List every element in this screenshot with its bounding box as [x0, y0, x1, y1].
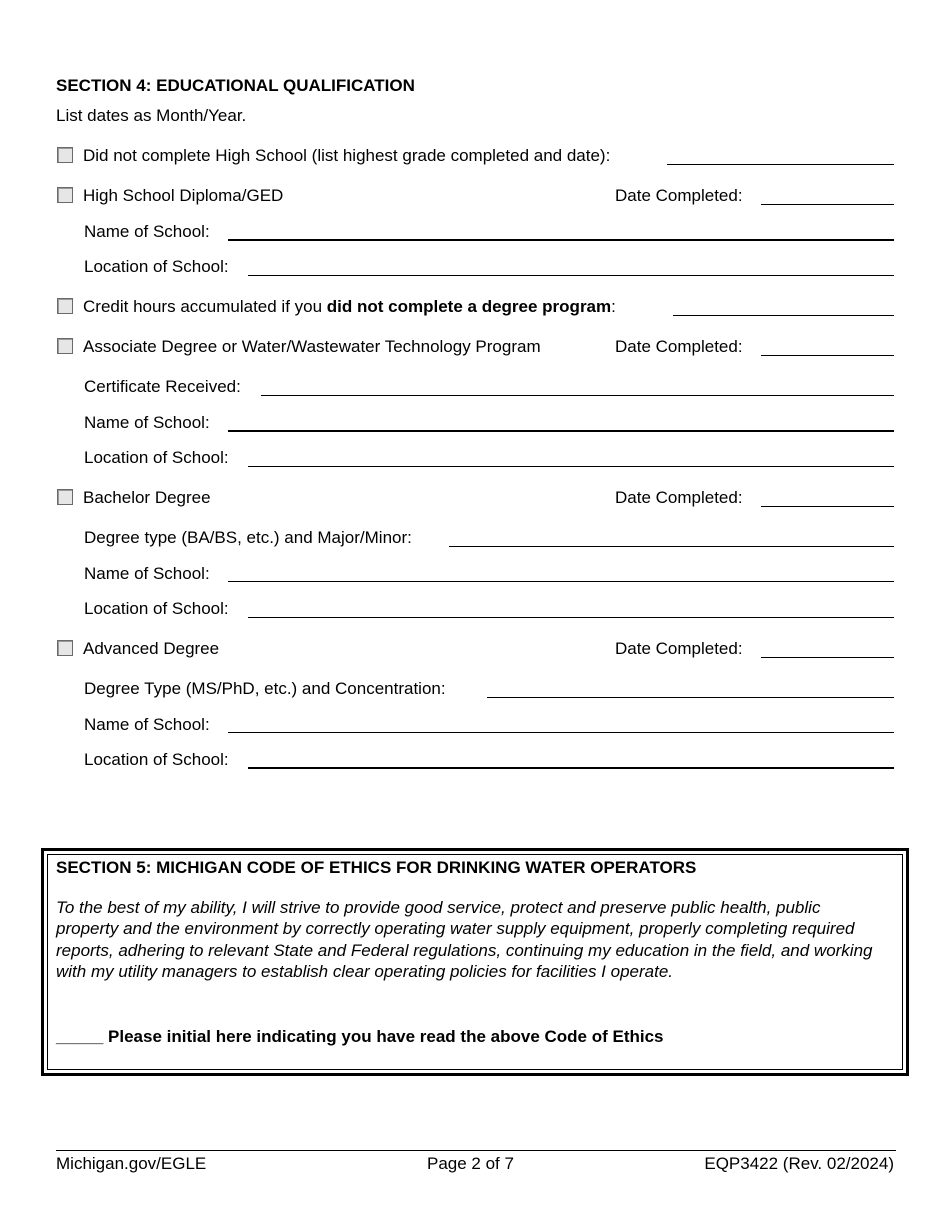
advanced-location-field[interactable]	[248, 767, 894, 769]
associate-date-field[interactable]	[761, 355, 894, 356]
associate-location-field[interactable]	[248, 466, 894, 467]
no-high-school-field[interactable]	[667, 164, 894, 165]
bachelor-degree-label: Bachelor Degree	[83, 488, 211, 507]
advanced-date-field[interactable]	[761, 657, 894, 658]
high-school-date-field[interactable]	[761, 204, 894, 205]
credit-hours-checkbox[interactable]	[57, 298, 73, 314]
advanced-location-label: Location of School:	[84, 750, 229, 769]
bachelor-date-label: Date Completed:	[615, 488, 743, 507]
high-school-name-field[interactable]	[228, 239, 894, 241]
associate-name-field[interactable]	[228, 430, 894, 432]
high-school-label: High School Diploma/GED	[83, 186, 284, 205]
no-high-school-checkbox[interactable]	[57, 147, 73, 163]
code-of-ethics-text: To the best of my ability, I will strive to provide good service, protect and preserve public health, public property and the environment by correctly operating water supply equipment, properly completing required reports, adhering to relevant State and Federal regulations, continuing my education in the field, and working with my utility managers to establish clear operating policies for facilities I operate.	[56, 898, 873, 981]
no-high-school-label: Did not complete High School (list highest grade completed and date):	[83, 146, 611, 165]
certificate-received-label: Certificate Received:	[84, 377, 241, 396]
associate-location-label: Location of School:	[84, 448, 229, 467]
bachelor-degree-checkbox[interactable]	[57, 489, 73, 505]
associate-degree-label: Associate Degree or Water/Wastewater Technology Program	[83, 337, 541, 356]
advanced-type-label: Degree Type (MS/PhD, etc.) and Concentration:	[84, 679, 446, 698]
high-school-name-label: Name of School:	[84, 222, 210, 241]
bachelor-location-label: Location of School:	[84, 599, 229, 618]
advanced-name-label: Name of School:	[84, 715, 210, 734]
high-school-location-label: Location of School:	[84, 257, 229, 276]
ethics-initial-statement: _____ Please initial here indicating you have read the above Code of Ethics	[56, 1027, 664, 1046]
certificate-received-field[interactable]	[261, 395, 894, 396]
advanced-degree-label: Advanced Degree	[83, 639, 220, 658]
high-school-location-field[interactable]	[248, 275, 894, 276]
credit-hours-label: Credit hours accumulated if you did not complete a degree program:	[83, 297, 616, 316]
high-school-date-label: Date Completed:	[615, 186, 743, 205]
bachelor-type-label: Degree type (BA/BS, etc.) and Major/Minor:	[84, 528, 412, 547]
ethics-initial-blank[interactable]: _____	[56, 1027, 104, 1046]
bachelor-type-field[interactable]	[449, 546, 894, 547]
associate-degree-checkbox[interactable]	[57, 338, 73, 354]
date-format-instruction: List dates as Month/Year.	[56, 106, 247, 125]
bachelor-name-field[interactable]	[228, 581, 894, 582]
advanced-name-field[interactable]	[228, 732, 894, 733]
section-4-heading: SECTION 4: EDUCATIONAL QUALIFICATION	[56, 76, 415, 95]
bachelor-name-label: Name of School:	[84, 564, 210, 583]
advanced-type-field[interactable]	[487, 697, 894, 698]
footer-form-id: EQP3422 (Rev. 02/2024)	[704, 1154, 894, 1173]
section-5-heading: SECTION 5: MICHIGAN CODE OF ETHICS FOR DRINKING WATER OPERATORS	[56, 858, 697, 877]
footer-rule	[56, 1150, 896, 1151]
advanced-degree-checkbox[interactable]	[57, 640, 73, 656]
associate-name-label: Name of School:	[84, 413, 210, 432]
bachelor-location-field[interactable]	[248, 617, 894, 618]
credit-hours-field[interactable]	[673, 315, 894, 316]
high-school-checkbox[interactable]	[57, 187, 73, 203]
footer-website: Michigan.gov/EGLE	[56, 1154, 207, 1173]
advanced-date-label: Date Completed:	[615, 639, 743, 658]
associate-date-label: Date Completed:	[615, 337, 743, 356]
bachelor-date-field[interactable]	[761, 506, 894, 507]
footer-page-number: Page 2 of 7	[427, 1154, 514, 1173]
